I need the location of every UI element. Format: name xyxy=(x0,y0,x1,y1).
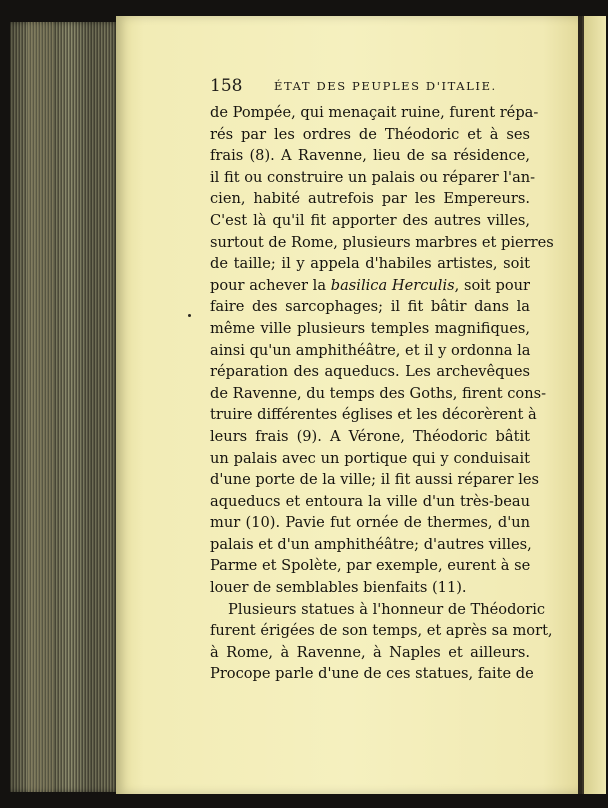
text-line: furent érigées de son temps, et après sa mort, xyxy=(210,622,553,640)
text-line: ainsi qu'un amphithéâtre, et il y ordonna la xyxy=(210,341,531,359)
text-line: aqueducs et entoura la ville d'un très-beau xyxy=(210,492,530,510)
text-line: cien, habité autrefois par les Empereurs. xyxy=(210,190,530,208)
text-line: même ville plusieurs temples magnifiques, xyxy=(210,319,530,337)
ink-speck xyxy=(188,314,191,317)
italic-title: basilica Herculis xyxy=(330,276,455,294)
text-line: leurs frais (9). A Vérone, Théodoric bâtit xyxy=(210,427,530,445)
text-line: truire différentes églises et les décorèrent à xyxy=(210,406,537,424)
page-number: 158 xyxy=(210,76,243,96)
page-header xyxy=(210,76,530,100)
text-line: rés par les ordres de Théodoric et à ses xyxy=(210,125,530,143)
text-line: Parme et Spolète, par exemple, eurent à se xyxy=(210,557,531,575)
text-line: C'est là qu'il fit apporter des autres villes, xyxy=(210,211,530,229)
text-line: il fit ou construire un palais ou réparer l'an- xyxy=(210,168,536,186)
text-line: surtout de Rome, plusieurs marbres et pierres xyxy=(210,233,554,251)
text-line: frais (8). A Ravenne, lieu de sa résidence, xyxy=(210,147,530,165)
text-line: de Pompée, qui menaçait ruine, furent répa- xyxy=(210,104,539,121)
page-edge-highlight xyxy=(28,22,54,792)
running-title: ÉTAT DES PEUPLES D'ITALIE. xyxy=(274,79,497,93)
text-line: de Ravenne, du temps des Goths, firent cons- xyxy=(210,384,547,402)
text-line: faire des sarcophages; il fit bâtir dans la xyxy=(210,298,530,316)
text-line: louer de semblables bienfaits (11). xyxy=(210,579,467,597)
text-line: à Rome, à Ravenne, à Naples et ailleurs. xyxy=(210,643,530,661)
facing-page-edge xyxy=(582,16,606,794)
text-line: réparation des aqueducs. Les archevêques xyxy=(210,363,530,381)
text-line: de taille; il y appela d'habiles artistes, soit xyxy=(210,255,530,273)
text-line: Plusieurs statues à l'honneur de Théodoric xyxy=(228,600,546,618)
text-line: Procope parle d'une de ces statues, faite de xyxy=(210,665,534,683)
body-text xyxy=(210,102,554,685)
book-page-edges xyxy=(10,22,118,792)
text-line: palais et d'un amphithéâtre; d'autres villes, xyxy=(210,535,532,553)
text-line: d'une porte de la ville; il fit aussi réparer les xyxy=(210,471,540,489)
text-line: pour achever la basilica Herculis, soit pour xyxy=(210,276,530,294)
text-line: un palais avec un portique qui y conduisait xyxy=(210,449,530,467)
text-line: mur (10). Pavie fut ornée de thermes, d'un xyxy=(210,514,530,532)
